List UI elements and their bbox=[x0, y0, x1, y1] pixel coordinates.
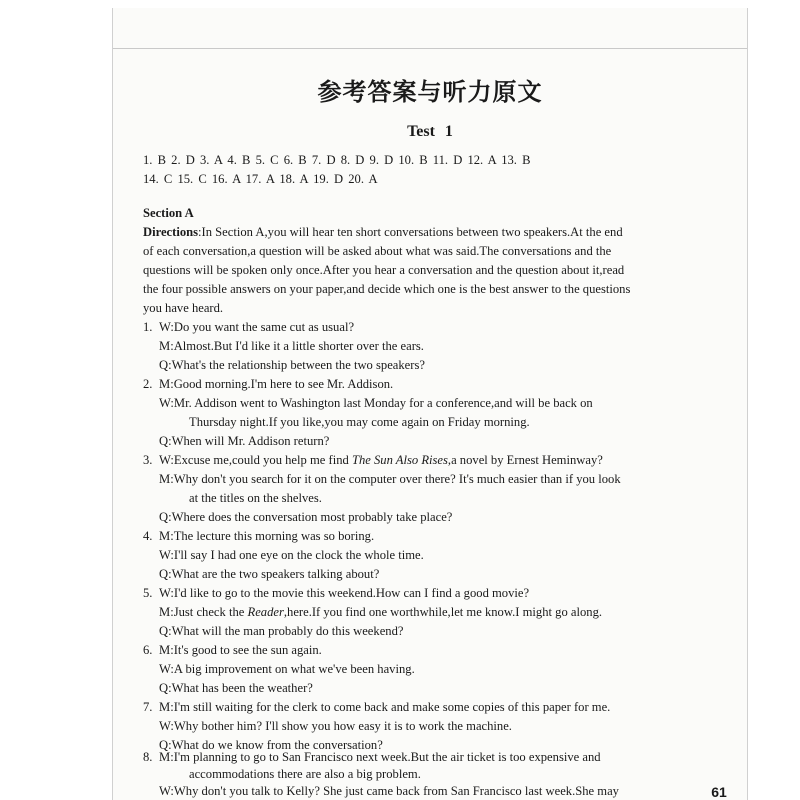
conversation-number: 6. bbox=[143, 643, 153, 657]
directions-text: :In Section A,you will hear ten short conversations between two speakers.At the end bbox=[198, 225, 623, 239]
dialogue-text: M:Just check the bbox=[159, 605, 248, 619]
conversation-7-line-1 bbox=[143, 698, 610, 716]
directions-line-5: you have heard. bbox=[143, 301, 224, 315]
conversation-3-line-3: at the titles on the shelves. bbox=[189, 491, 322, 505]
book-title: The Sun Also Rises bbox=[351, 453, 448, 467]
conversation-8-line-3: W:Why don't you talk to Kelly? She just came back from San Francisco last week.She may bbox=[159, 784, 619, 798]
dialogue-text: W:I'd like to go to the movie this weekend.How can I find a good movie? bbox=[159, 586, 530, 600]
conversation-8-line-1 bbox=[143, 748, 601, 766]
conversation-5-line-1 bbox=[143, 584, 529, 602]
conversation-6-line-1 bbox=[143, 641, 322, 659]
dialogue-text: M:I'm still waiting for the clerk to come back and make some copies of this paper for me. bbox=[159, 700, 611, 714]
conversation-number: 1. bbox=[143, 320, 153, 334]
conversation-number: 7. bbox=[143, 700, 153, 714]
directions-line-3: questions will be spoken only once.After you hear a conversation and the question about it,read bbox=[143, 263, 625, 277]
conversation-1-line-1 bbox=[143, 318, 354, 336]
conversation-number: 3. bbox=[143, 453, 153, 467]
dialogue-text: W:Excuse me,could you help me find bbox=[159, 453, 352, 467]
conversation-number: 5. bbox=[143, 586, 153, 600]
conversation-2-question: Q:When will Mr. Addison return? bbox=[159, 434, 330, 448]
conversation-5-question: Q:What will the man probably do this weekend? bbox=[159, 624, 404, 638]
conversation-3-line-1 bbox=[143, 451, 603, 469]
dialogue-text: M:Good morning.I'm here to see Mr. Addison. bbox=[159, 377, 394, 391]
directions-line-4: the four possible answers on your paper,and decide which one is the best answer to the questions bbox=[143, 282, 631, 296]
conversation-4-line-2: W:I'll say I had one eye on the clock the whole time. bbox=[159, 548, 424, 562]
page-title: 参考答案与听力原文 bbox=[317, 78, 543, 106]
conversation-5-line-2 bbox=[159, 603, 602, 621]
answer-key-line-2: 14. C 15. C 16. A 17. A 18. A 19. D 20. A bbox=[143, 172, 378, 186]
dialogue-text: M:The lecture this morning was so boring. bbox=[159, 529, 375, 543]
page-number: 61 bbox=[711, 784, 727, 800]
conversation-number: 8. bbox=[143, 750, 153, 764]
conversation-4-line-1 bbox=[143, 527, 374, 545]
conversation-7-line-2: W:Why bother him? I'll show you how easy it is to work the machine. bbox=[159, 719, 512, 733]
conversation-2-line-2: W:Mr. Addison went to Washington last Monday for a conference,and will be back on bbox=[159, 396, 593, 410]
directions-label: Directions bbox=[143, 225, 199, 239]
header-rule bbox=[113, 48, 747, 49]
publication-title: Reader bbox=[247, 605, 284, 619]
dialogue-text: ,a novel by Ernest Heminway? bbox=[447, 453, 603, 467]
dialogue-text: W:Do you want the same cut as usual? bbox=[159, 320, 355, 334]
answer-key-line-1: 1. B 2. D 3. A 4. B 5. C 6. B 7. D 8. D 9. D 10. B 11. D 12. A 13. B bbox=[143, 153, 531, 167]
conversation-7-question: Q:What do we know from the conversation? bbox=[159, 738, 383, 752]
conversation-2-line-3: Thursday night.If you like,you may come again on Friday morning. bbox=[189, 415, 530, 429]
dialogue-text: ,here.If you find one worthwhile,let me know.I might go along. bbox=[283, 605, 603, 619]
directions-line-1 bbox=[143, 223, 623, 241]
conversation-8-line-2: accommodations there are also a big problem. bbox=[189, 767, 421, 781]
conversation-4-question: Q:What are the two speakers talking about? bbox=[159, 567, 380, 581]
conversation-number: 4. bbox=[143, 529, 153, 543]
conversation-6-line-2: W:A big improvement on what we've been having. bbox=[159, 662, 415, 676]
book-page bbox=[112, 8, 748, 800]
test-title: Test 1 bbox=[407, 123, 453, 140]
conversation-1-line-2: M:Almost.But I'd like it a little shorter over the ears. bbox=[159, 339, 424, 353]
conversation-1-question: Q:What's the relationship between the two speakers? bbox=[159, 358, 425, 372]
section-heading: Section A bbox=[143, 206, 194, 220]
conversation-3-question: Q:Where does the conversation most probably take place? bbox=[159, 510, 453, 524]
conversation-number: 2. bbox=[143, 377, 153, 391]
directions-line-2: of each conversation,a question will be asked about what was said.The conversations and the bbox=[143, 244, 612, 258]
conversation-6-question: Q:What has been the weather? bbox=[159, 681, 313, 695]
conversation-3-line-2: M:Why don't you search for it on the computer over there? It's much easier than if you look bbox=[159, 472, 621, 486]
dialogue-text: M:It's good to see the sun again. bbox=[159, 643, 322, 657]
dialogue-text: M:I'm planning to go to San Francisco next week.But the air ticket is too expensive and bbox=[159, 750, 601, 764]
conversation-2-line-1 bbox=[143, 375, 393, 393]
